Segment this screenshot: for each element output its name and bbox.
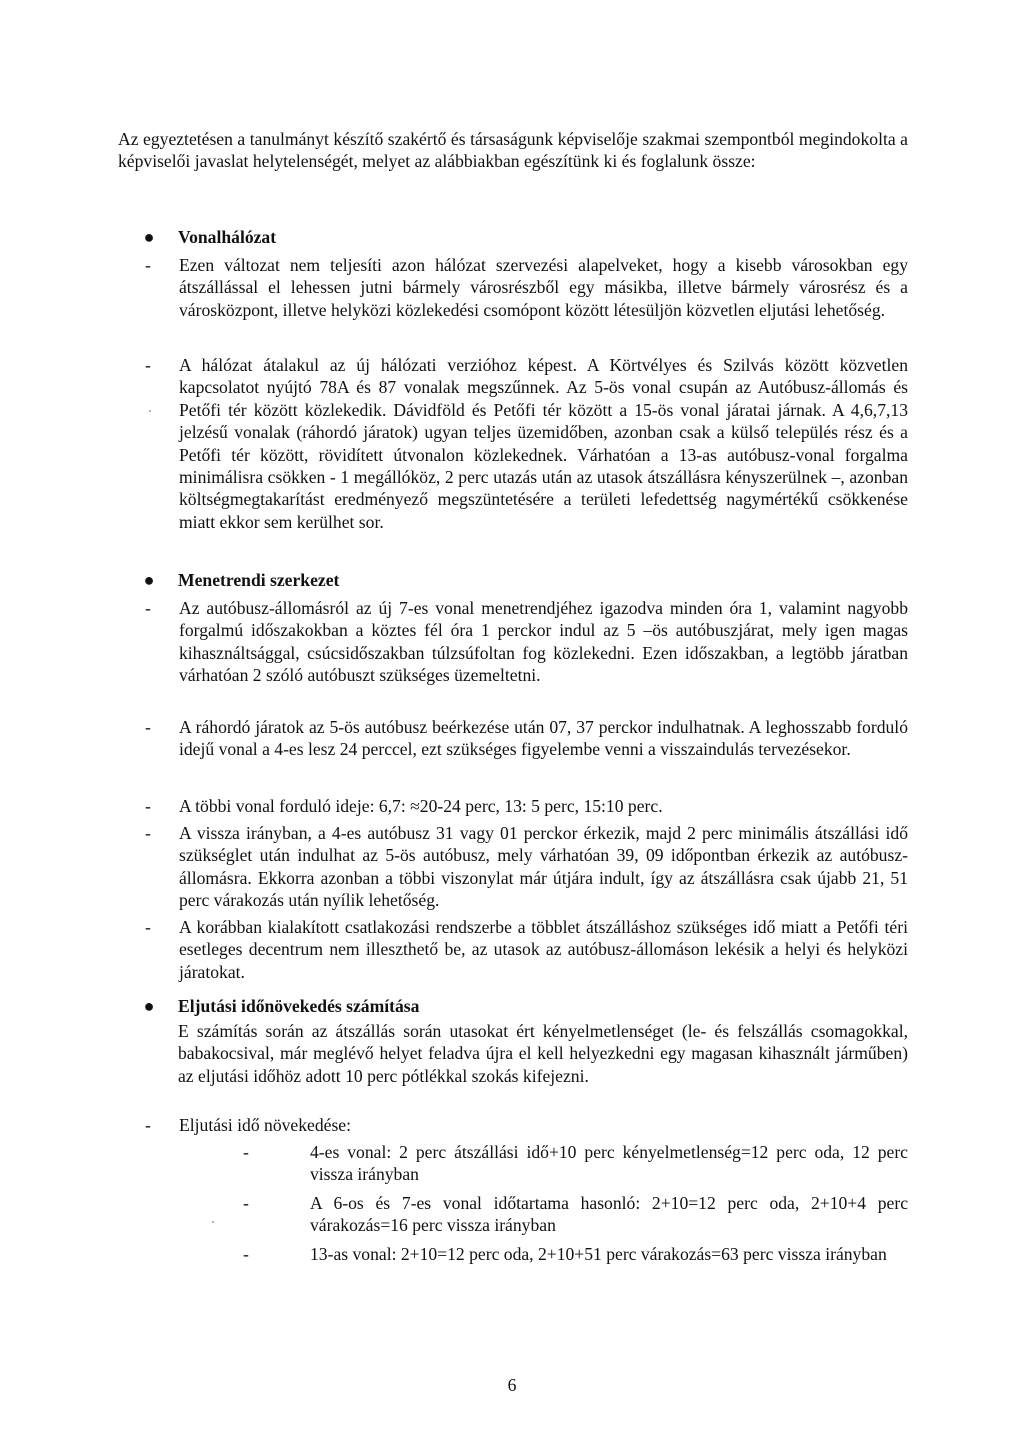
page-number: 6 [507,1375,517,1395]
sub-list-item-text: A 6-os és 7-es vonal időtartama hasonló: 2+10=12 perc oda, 2+10+4 perc várakozás=16 perc vissza irányban [310,1193,908,1236]
dash-marker: - [145,255,151,275]
bullet-icon: ● [143,996,155,1016]
dash-marker: - [243,1193,249,1213]
list-item-text: A korábban kialakított csatlakozási rendszerbe a többlet átszálláshoz szükséges idő miatt a Petőfi téri esetleges decentrum nem illeszthető be, az utasok az autóbusz-állomáson lekésik a helyi és helyközi járatokat. [179,917,908,982]
section-title: Eljutási időnövekedés számítása [178,996,420,1016]
scan-speck [212,1221,214,1223]
dash-marker: - [145,917,151,937]
bullet-icon: ● [143,570,155,590]
bullet-icon: ● [143,227,155,247]
scan-speck [149,410,151,412]
dash-marker: - [243,1244,249,1264]
dash-marker: - [145,1115,151,1135]
sub-list-item-text: 13-as vonal: 2+10=12 perc oda, 2+10+51 perc várakozás=63 perc vissza irányban [310,1244,887,1264]
dash-marker: - [243,1142,249,1162]
list-item-text: A ráhordó járatok az 5-ös autóbusz beérkezése után 07, 37 perckor indulhatnak. A leghosszabb forduló idejű vonal a 4-es lesz 24 perccel, ezt szükséges figyelembe venni a visszaindulás tervezésekor. [179,717,908,760]
list-item-text: Ezen változat nem teljesíti azon hálózat szervezési alapelveket, hogy a kisebb városokban egy átszállással el lehessen jutni bármely városrészből egy másikba, illetve bármely városrész és a városközpont, illetve helyközi közlekedési csomópont között létesüljön közvetlen eljutási lehetőség. [179,255,908,320]
sub-list-item-text: 4-es vonal: 2 perc átszállási idő+10 perc kényelmetlenség=12 perc oda, 12 perc vissza irányban [310,1142,908,1185]
section-title: Vonalhálózat [178,227,277,247]
section-body-text: E számítás során az átszállás során utasokat ért kényelmetlenséget (le- és felszállás csomagokkal, babakocsival, már meglévő helyet feladva újra el kell helyezkedni egy magasan kihasznált járműben) az eljutási időhöz adott 10 perc pótlékkal szokás kifejezni. [178,1021,908,1086]
dash-marker: - [145,355,151,375]
intro-paragraph: Az egyeztetésen a tanulmányt készítő szakértő és társaságunk képviselője szakmai szempontból megindokolta a képviselői javaslat helytelenségét, melyet az alábbiakban egészítünk ki és foglalunk össze: [118,129,908,172]
list-item-text: A többi vonal forduló ideje: 6,7: ≈20-24 perc, 13: 5 perc, 15:10 perc. [179,796,663,816]
list-item-text: Az autóbusz-állomásról az új 7-es vonal menetrendjéhez igazodva minden óra 1, valamint nagyobb forgalmú időszakokban a köztes fél óra 1 perckor indul az 5 –ös autóbuszjárat, mely igen magas kihasználtsággal, csúcsidőszakban túlzsúfoltan fog közlekedni. Ezen időszakban, a legtöbb járatban várhatóan 2 szóló autóbuszt szükséges üzemeltetni. [179,598,908,686]
section-title: Menetrendi szerkezet [178,570,340,590]
dash-marker: - [145,598,151,618]
list-item-text: A hálózat átalakul az új hálózati verzióhoz képest. A Körtvélyes és Szilvás között közvetlen kapcsolatot nyújtó 78A és 87 vonalak megszűnnek. Az 5-ös vonal csupán az Autóbusz-állomás és Petőfi tér között közlekedik. Dávidföld és Petőfi tér között a 15-ös vonal járatai járnak. A 4,6,7,13 jelzésű vonalak (ráhordó járatok) ugyan teljes üzemidőben, azonban csak a külső település rész és a Petőfi tér között, rövidített útvonalon közlekednek. Várhatóan a 13-as autóbusz-vonal forgalma minimálisra csökken - 1 megállóköz, 2 perc utazás után az utasok átszállásra kényszerülnek –, azonban költségmegtakarítást eredményező megszüntetésére a területi lefedettség nagymértékű csökkenése miatt ekkor sem kerülhet sor. [179,355,908,532]
list-item-text: A vissza irányban, a 4-es autóbusz 31 vagy 01 perckor érkezik, majd 2 perc minimális átszállási idő szükséglet után indulhat az 5-ös autóbusz, mely várhatóan 39, 09 időpontban érkezik az autóbusz-állomásra. Ekkorra azonban a többi viszonylat már útjára indult, így az átszállásra csak újabb 21, 51 perc várakozás után nyílik lehetőség. [179,823,908,911]
dash-marker: - [145,717,151,737]
dash-marker: - [145,796,151,816]
dash-marker: - [145,823,151,843]
list-item-text: Eljutási idő növekedése: [179,1115,351,1135]
